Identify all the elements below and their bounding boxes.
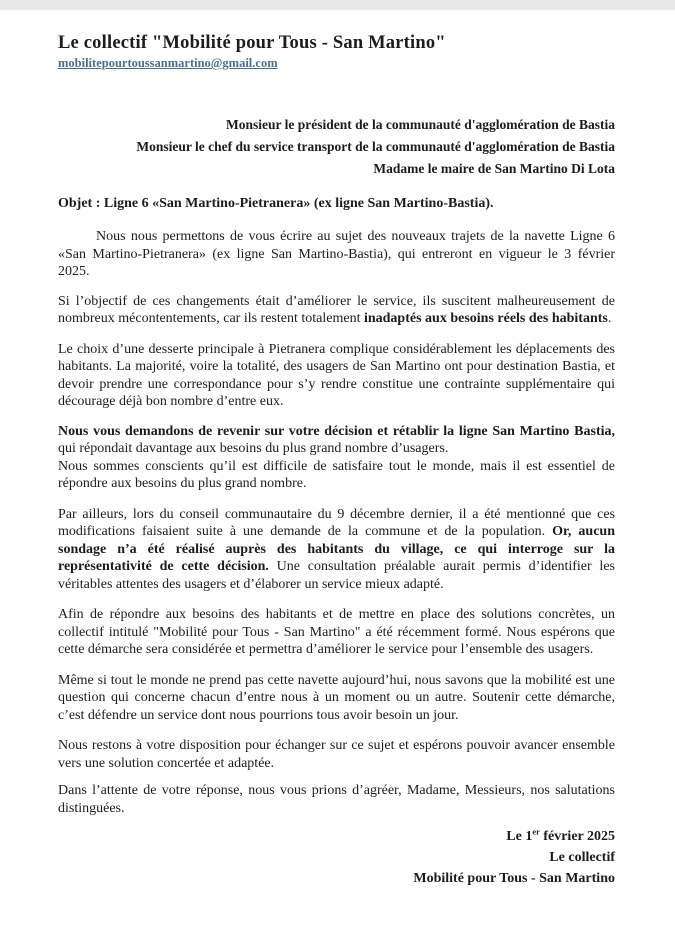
signature-line: Le collectif bbox=[549, 850, 615, 865]
paragraph: Dans l’attente de votre réponse, nous vous prions d’agréer, Madame, Messieurs, nos salutations distinguées. bbox=[58, 783, 615, 816]
email-link[interactable]: mobilitepourtoussanmartino@gmail.com bbox=[58, 56, 278, 70]
paragraph: Afin de répondre aux besoins des habitants et de mettre en place des solutions concrètes, un collectif intitulé "Mobilité pour Tous - San Martino" a été récemment formé. Nous espérons que cette démarche sera considérée et permettra d’améliorer le service pour l’ensemble des usagers. bbox=[58, 607, 615, 657]
paragraph: Le choix d’une desserte principale à Pietranera complique considérablement les déplacements des habitants. La majorité, voire la totalité, des usagers de San Martino ont pour destination Bastia, et devoir prendre une correspondance pour s’y rendre constitue une contrainte supplémentaire qui décourage déjà bon nombre d’entre eux. bbox=[58, 341, 615, 409]
signature-date: Le 1er février 2025 bbox=[506, 827, 615, 844]
recipients-block bbox=[58, 114, 615, 180]
recipient-line: Monsieur le président de la communauté d'agglomération de Bastia bbox=[226, 117, 615, 132]
paragraph: Même si tout le monde ne prend pas cette navette aujourd’hui, nous savons que la mobilité est une question qui concerne chacun d’entre nous à un moment ou un autre. Soutenir cette démarche, c’est défendre un service dont nous pourrions tous avoir besoin un jour. bbox=[58, 672, 615, 723]
paragraph: Nous nous permettons de vous écrire au sujet des nouveaux trajets de la navette Ligne 6 «San Martino-Pietranera» (ex ligne San Martino-Bastia), qui entreront en vigueur le 3 février 2025. bbox=[58, 229, 615, 279]
letter-page bbox=[0, 10, 675, 889]
signature-line: Mobilité pour Tous - San Martino bbox=[413, 871, 615, 886]
subject-line: Objet : Ligne 6 «San Martino-Pietranera» (ex ligne San Martino-Bastia). bbox=[58, 196, 494, 211]
signature-block bbox=[58, 826, 615, 889]
scan-edge-strip bbox=[0, 0, 675, 10]
paragraph: Nous vous demandons de revenir sur votre décision et rétablir la ligne San Martino Bastia, qui répondait davantage aux besoins du plus grand nombre d’usagers. Nous sommes conscients qu’il est difficile de satisfaire tout le monde, mais il est essentiel de répondre aux besoins du plus grand nombre. bbox=[58, 423, 615, 491]
paragraph: Nous restons à votre disposition pour échanger sur ce sujet et espérons pouvoir avancer ensemble vers une solution concertée et adaptée. bbox=[58, 738, 615, 771]
recipient-line: Monsieur le chef du service transport de la communauté d'agglomération de Bastia bbox=[136, 139, 615, 154]
paragraph: Si l’objectif de ces changements était d’améliorer le service, ils suscitent malheureusement de nombreux mécontentements, car ils restent totalement inadaptés aux besoins réels des habitants. bbox=[58, 293, 615, 326]
recipient-line: Madame le maire de San Martino Di Lota bbox=[373, 161, 615, 176]
letter-body bbox=[58, 228, 615, 817]
paragraph: Par ailleurs, lors du conseil communautaire du 9 décembre dernier, il a été mentionné que ces modifications faisaient suite à une demande de la commune et de la population. Or, aucun sondage n’a été réalisé auprès des habitants du village, ce qui interroge sur la représentativité de cette décision. Une consultation préalable aurait permis d’identifier les véritables attentes des usagers et d’élaborer un service mieux adapté. bbox=[58, 506, 615, 592]
collective-title: Le collectif "Mobilité pour Tous - San Martino" bbox=[58, 33, 446, 53]
